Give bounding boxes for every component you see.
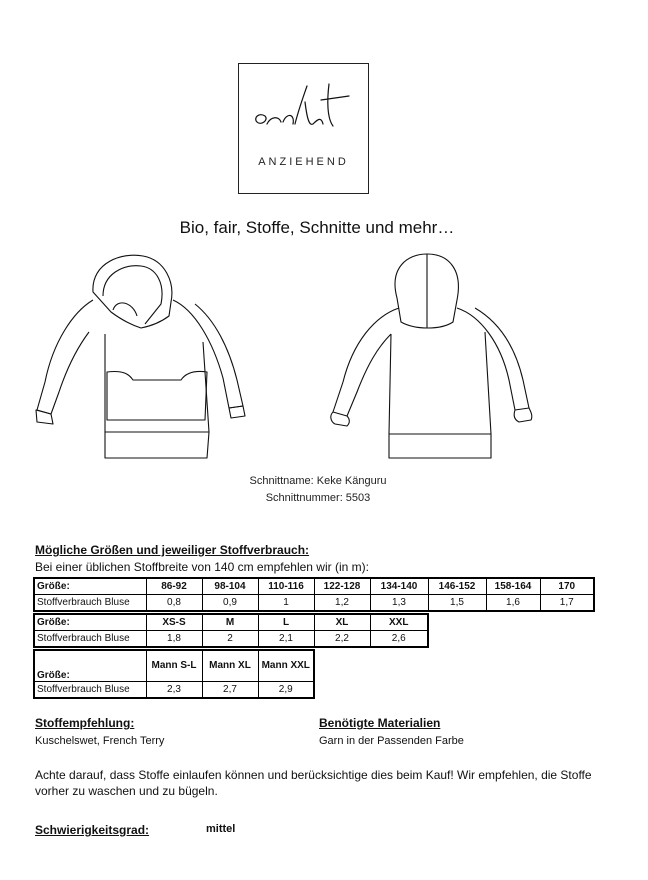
size-cell: Mann XXL bbox=[258, 650, 314, 682]
usage-cell: 2,2 bbox=[314, 631, 370, 648]
size-cell: 98-104 bbox=[202, 578, 258, 595]
usage-cell: 1,2 bbox=[314, 595, 370, 612]
washing-advice: Achte darauf, dass Stoffe einlaufen können und berücksichtige dies beim Kauf! Wir empfehlen, die Stoffe vorher zu waschen und zu bügeln. bbox=[35, 768, 592, 798]
usage-cell: 2,9 bbox=[258, 682, 314, 699]
size-cell: Mann XL bbox=[202, 650, 258, 682]
size-header-label: Größe: bbox=[34, 614, 146, 631]
usage-cell: 0,8 bbox=[146, 595, 202, 612]
size-cell: XXL bbox=[370, 614, 428, 631]
usage-row-label: Stoffverbrauch Bluse bbox=[34, 595, 146, 612]
size-header-label: Größe: bbox=[34, 650, 146, 682]
usage-cell: 2,7 bbox=[202, 682, 258, 699]
usage-row-label: Stoffverbrauch Bluse bbox=[34, 631, 146, 648]
usage-cell: 2 bbox=[202, 631, 258, 648]
fabric-recommendation-title: Stoffempfehlung: bbox=[35, 716, 135, 730]
fabric-recommendation-text: Kuschelswet, French Terry bbox=[35, 735, 165, 747]
usage-cell: 1,5 bbox=[428, 595, 486, 612]
usage-cell: 1 bbox=[258, 595, 314, 612]
usage-cell: 2,1 bbox=[258, 631, 314, 648]
pattern-name: Schnittname: Keke Känguru bbox=[249, 475, 387, 487]
hoodie-front-drawing bbox=[33, 252, 263, 467]
usage-cell: 1,6 bbox=[486, 595, 540, 612]
usage-cell: 0,9 bbox=[202, 595, 258, 612]
usage-cell: 2,6 bbox=[370, 631, 428, 648]
usage-cell: 1,3 bbox=[370, 595, 428, 612]
logo bbox=[238, 63, 369, 194]
size-cell: XS-S bbox=[146, 614, 202, 631]
pattern-number: Schnittnummer: 5503 bbox=[265, 492, 371, 504]
size-cell: 170 bbox=[540, 578, 594, 595]
size-cell: 86-92 bbox=[146, 578, 202, 595]
size-cell: 146-152 bbox=[428, 578, 486, 595]
size-cell: 122-128 bbox=[314, 578, 370, 595]
size-cell: 158-164 bbox=[486, 578, 540, 595]
difficulty-value: mittel bbox=[206, 823, 236, 835]
size-cell: XL bbox=[314, 614, 370, 631]
size-cell: 110-116 bbox=[258, 578, 314, 595]
materials-title: Benötigte Materialien bbox=[319, 716, 441, 730]
tagline: Bio, fair, Stoffe, Schnitte und mehr… bbox=[179, 218, 455, 237]
size-header-label: Größe: bbox=[34, 578, 146, 595]
usage-cell: 1,8 bbox=[146, 631, 202, 648]
size-cell: L bbox=[258, 614, 314, 631]
difficulty-label: Schwierigkeitsgrad: bbox=[35, 823, 150, 837]
usage-cell: 1,7 bbox=[540, 595, 594, 612]
size-table-women bbox=[33, 613, 429, 648]
logo-script-mark bbox=[249, 82, 359, 142]
materials-text: Garn in der Passenden Farbe bbox=[319, 735, 464, 747]
size-cell: M bbox=[202, 614, 258, 631]
size-table-men bbox=[33, 649, 315, 699]
usage-cell: 2,3 bbox=[146, 682, 202, 699]
size-table-children bbox=[33, 577, 595, 612]
hoodie-back-drawing bbox=[315, 252, 545, 467]
sizes-heading: Mögliche Größen und jeweiliger Stoffverbrauch: bbox=[35, 543, 310, 557]
logo-subtitle: ANZIEHEND bbox=[258, 156, 349, 168]
size-cell: 134-140 bbox=[370, 578, 428, 595]
sizes-note: Bei einer üblichen Stoffbreite von 140 cm empfehlen wir (in m): bbox=[35, 560, 369, 574]
size-cell: Mann S-L bbox=[146, 650, 202, 682]
usage-row-label: Stoffverbrauch Bluse bbox=[34, 682, 146, 699]
